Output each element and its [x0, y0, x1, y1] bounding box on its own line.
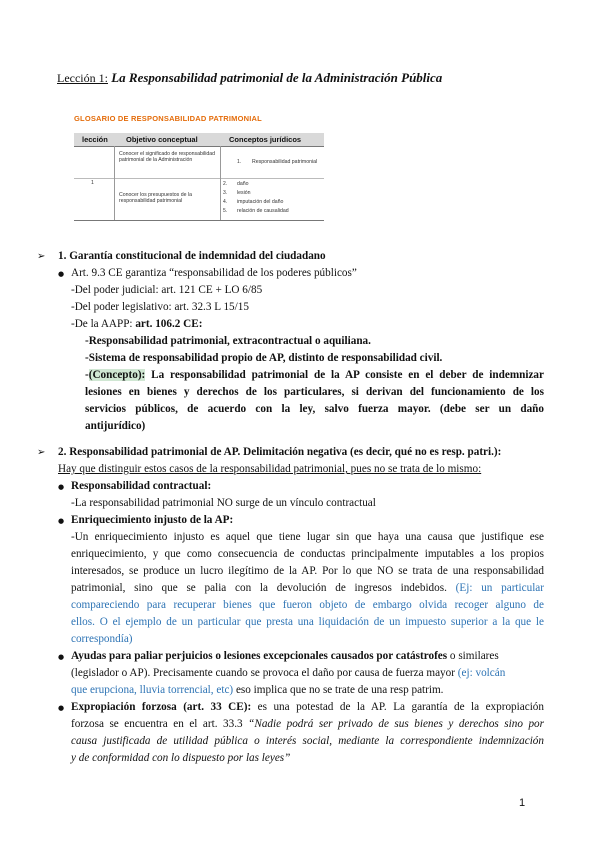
section1-sub2: -Sistema de responsabilidad propio de AP, distinto de responsabilidad civil.	[85, 352, 443, 364]
glossary-caption: GLOSARIO DE RESPONSABILIDAD PATRIMONIAL	[74, 114, 262, 123]
concept-num: 2.	[223, 181, 228, 187]
section2-heading: 2. Responsabilidad patrimonial de AP. Delimitación negativa (es decir, qué no es resp. patri.):	[58, 446, 502, 458]
concept-num: 5.	[223, 208, 228, 214]
ay-example-end: que erupciona, lluvia torrencial, etc)	[71, 684, 234, 696]
concept-num: 4.	[223, 199, 228, 205]
concept-line-2: lesiones en bienes y derechos de los particulares, si derivan del funcionamiento de los	[85, 386, 544, 398]
ay-line-2	[71, 665, 505, 682]
arrow-bullet-icon: ➢	[37, 447, 46, 458]
glossary-table	[74, 129, 324, 221]
section1-legislativo: -Del poder legislativo: art. 32.3 L 15/15	[71, 301, 249, 313]
page-title	[57, 70, 442, 86]
concept-text: imputación del daño	[237, 199, 284, 205]
ex-line-1-rest: es una potestad de la AP. La garantía de la expropiación	[251, 701, 544, 713]
lesson-label: Lección 1:	[57, 71, 108, 85]
aapp-prefix: -De la AAPP:	[71, 318, 136, 330]
ex-line-1	[71, 699, 544, 716]
section1-sub1: -Responsabilidad patrimonial, extracontractual o aquiliana.	[85, 335, 371, 347]
glossary-objective-1: Conocer el significado de responsabilidad patrimonial de la Administración	[119, 151, 216, 164]
concept-text-1: La responsabilidad patrimonial de la AP consiste en el deber de indemnizar	[151, 369, 544, 381]
concept-text: daño	[237, 181, 249, 187]
section2-intro: Hay que distinguir estos casos de la responsabilidad patrimonial, pues no se trata de lo mismo:	[58, 463, 482, 475]
ay-title: Ayudas para paliar perjuicios o lesiones excepcionales causados por catástrofes	[71, 650, 448, 662]
divider	[74, 146, 324, 147]
ay-line-1	[71, 648, 499, 665]
glossary-lesson-number: 1	[91, 180, 94, 186]
concept-text: Responsabilidad patrimonial	[252, 159, 318, 165]
round-bullet-icon: ●	[58, 270, 65, 278]
aapp-ref: art. 106.2 CE:	[135, 318, 203, 330]
col-conceptos: Conceptos jurídicos	[229, 135, 302, 144]
ei-line-5: compareciendo para recuperar bienes que fueron objeto de embargo olvida recoger alguno de	[71, 599, 544, 611]
rc-title: Responsabilidad contractual:	[71, 480, 212, 492]
ex-line-2	[71, 716, 544, 733]
ex-title: Expropiación forzosa (art. 33 CE):	[71, 701, 252, 713]
ei-title: Enriquecimiento injusto de la AP:	[71, 514, 234, 526]
divider	[114, 146, 115, 220]
concept-text: lesión	[237, 190, 251, 196]
ei-line-4-text: patrimonial, sino que se palia con la devolución de ingresos indebidos.	[71, 582, 456, 594]
lesson-title: La Responsabilidad patrimonial de la Administración Pública	[111, 70, 443, 85]
col-leccion: lección	[82, 135, 108, 144]
concept-dash: -	[85, 369, 89, 381]
concept-num: 1.	[237, 159, 242, 165]
col-objetivo: Objetivo conceptual	[126, 135, 198, 144]
concept-line-1	[85, 367, 544, 384]
section1-aapp	[71, 316, 202, 333]
ay-example-start: (ej: volcán	[457, 667, 506, 679]
arrow-bullet-icon: ➢	[37, 251, 46, 262]
concept-line-4: antijurídico)	[85, 420, 146, 432]
ex-quote-start: “Nadie podrá ser privado de sus bienes y derechos sino por	[248, 718, 545, 730]
divider	[74, 220, 324, 221]
ay-line-2-text: (legislador o AP). Precisamente cuando se provoca el daño por causa de fuerza mayor	[71, 667, 458, 679]
ay-line-1-rest: o similares	[447, 650, 499, 662]
round-bullet-icon: ●	[58, 483, 65, 491]
ei-line-3: interesados, se produce un lucro ilegítimo de la AP. Por lo que NO se trata de una responsabilidad	[71, 565, 544, 577]
glossary-header	[74, 133, 324, 146]
concept-text: relación de causalidad	[237, 208, 289, 214]
concept-num: 3.	[223, 190, 228, 196]
ei-line-6: ellos. O el ejemplo de un particular que presta una liquidación de un impuesto superior a la que le	[71, 616, 544, 628]
ei-line-2: enriquecimiento, y que como consecuencia de conductas principalmente imputables a los propios	[71, 548, 544, 560]
ex-line-2-text: forzosa se encuentra en el art. 33.3	[71, 718, 249, 730]
round-bullet-icon: ●	[58, 517, 65, 525]
page-number: 1	[519, 797, 526, 809]
section1-judicial: -Del poder judicial: art. 121 CE + LO 6/85	[71, 284, 263, 296]
ex-line-4: y de conformidad con lo dispuesto por las leyes”	[71, 752, 291, 764]
concept-label: (Concepto):	[88, 369, 146, 381]
ei-line-7: correspondía)	[71, 633, 133, 645]
ei-example-start: (Ej: un particular	[455, 582, 544, 594]
ay-line-3	[71, 682, 443, 699]
divider	[220, 146, 221, 220]
round-bullet-icon: ●	[58, 704, 65, 712]
divider	[74, 178, 324, 179]
glossary-objective-2: Conocer los presupuestos de la responsabilidad patrimonial	[119, 192, 192, 205]
round-bullet-icon: ●	[58, 653, 65, 661]
ei-line-1: -Un enriquecimiento injusto es aquel que tiene lugar sin que haya una causa que justifique ese	[71, 531, 544, 543]
ay-line-3-text: eso implica que no se trate de una resp patrim.	[233, 684, 444, 696]
concept-line-3: servicios públicos, de acuerdo con la ley, salvo fuerza mayor. (debe ser un daño	[85, 403, 544, 415]
ei-line-4	[71, 580, 544, 597]
rc-text: -La responsabilidad patrimonial NO surge de un vínculo contractual	[71, 497, 376, 509]
section1-bullet: Art. 9.3 CE garantiza “responsabilidad de los poderes públicos”	[71, 267, 357, 279]
ex-line-3: causa justificada de utilidad pública o interés social, mediante la correspondiente indemnización	[71, 735, 544, 747]
section1-heading: 1. Garantía constitucional de indemnidad del ciudadano	[58, 250, 326, 262]
